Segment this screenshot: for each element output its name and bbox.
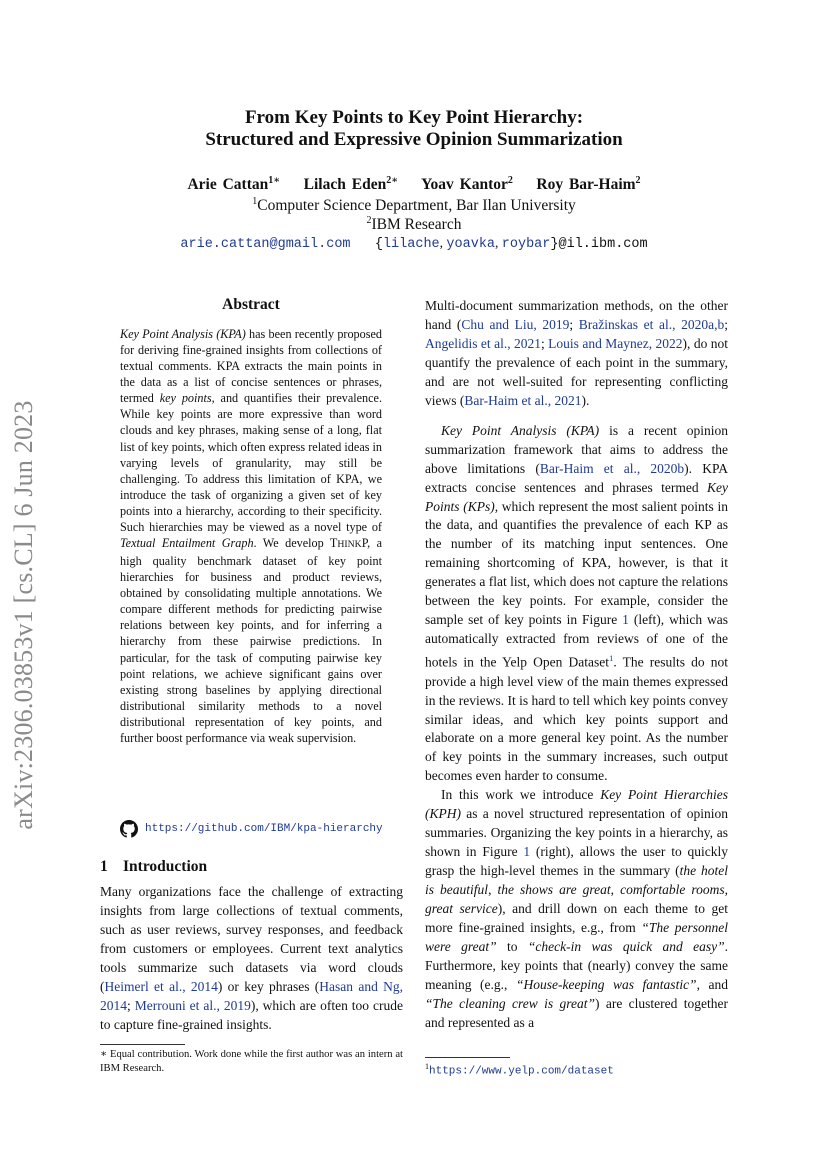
text-run: , and quantifies their prevalence. While key points are more expressive than word clouds and key phrases, making sense of a long, flat list of key points, which often express related ideas in varying levels of granularity, may still be challenging. To address this limitation of KPA, we introduce the task of organizing a given set of key points into a hierarchy, according to their specificity. Such hierarchies may be viewed as a novel type of bbox=[120, 391, 382, 534]
citation-link[interactable]: Merrouni et al., 2019 bbox=[134, 998, 251, 1013]
paper-title-line-1: From Key Points to Key Point Hierarchy: bbox=[244, 107, 584, 128]
introduction-text bbox=[100, 882, 403, 1034]
text-run: great service bbox=[425, 901, 498, 917]
author-emails: arie.cattan@gmail.com {lilache, yoavka, roybar}@il.ibm.com bbox=[180, 235, 648, 252]
affiliation-1: $^1$Computer Science Department, Bar Ilan University bbox=[252, 196, 576, 215]
text-run: , bbox=[724, 882, 729, 898]
text-run: Multi-document summarization methods, on the other hand ( bbox=[425, 298, 728, 332]
text-run: ; bbox=[541, 335, 549, 351]
text-run: “The cleaning crew is great” bbox=[425, 995, 595, 1011]
paper-title-line-2: Structured and Expressive Opinion Summarization bbox=[205, 129, 623, 150]
citation-link[interactable]: Angelidis et al., 2021 bbox=[425, 335, 541, 351]
text-run: ). bbox=[581, 392, 590, 408]
text-run: ), which are often too crude to capture fine-grained insights. bbox=[100, 998, 403, 1032]
text-run: , and bbox=[696, 976, 728, 992]
section-heading-introduction: 1 Introduction bbox=[100, 858, 208, 875]
text-run: Key Point Analysis (KPA) bbox=[120, 327, 246, 341]
text-run: HINK bbox=[337, 539, 362, 551]
abstract-heading: Abstract bbox=[222, 296, 280, 313]
text-run: has been recently proposed for deriving fine-grained insights from collections of textual comments. KPA extracts the main points in the data as a list of concise sentences or phrases, termed bbox=[120, 327, 382, 406]
text-run: ). KPA extracts concise sentences and phrases termed bbox=[425, 460, 728, 495]
text-run: “House-keeping was fantastic” bbox=[515, 976, 697, 992]
author: Lilach Eden$^{2∗}$ bbox=[303, 175, 399, 194]
text-run: Key Point Hierarchies (KPH) bbox=[425, 787, 728, 822]
text-run: ) are clustered together and represented as a bbox=[425, 995, 728, 1030]
text-run: , bbox=[488, 882, 498, 898]
text-run: P, a high quality benchmark dataset of key point hierarchies for business and product reviews, obtained by consolidating multiple annotations. We compare different methods for predicting pairwise relations between key points, and for inferring a hierarchy from these pairwise predictions. In particular, for the task of computing pairwise key point relations, we achieve significant gains over existing strong baselines by applying directional distributional similarity methods to a novel distributional representation of key points, and further boost performance via weak supervision. bbox=[120, 536, 382, 745]
text-run: ; bbox=[127, 998, 135, 1013]
author: Arie Cattan$^{1∗}$ bbox=[187, 175, 281, 194]
right-column bbox=[425, 297, 728, 1033]
text-run: (right), allows the user to quickly grasp the high-level themes in the summary ( bbox=[425, 844, 728, 879]
footnote-ref-link[interactable]: 1 bbox=[608, 653, 614, 664]
paragraph bbox=[425, 786, 728, 1032]
author-list bbox=[100, 175, 728, 194]
text-run: Key Point Analysis (KPA) bbox=[441, 422, 600, 438]
text-run: comfortable rooms bbox=[620, 882, 725, 898]
paragraph bbox=[425, 297, 728, 411]
citation-link[interactable]: Bražinskas et al., 2020a,b bbox=[578, 316, 725, 332]
repo-url[interactable]: https://github.com/IBM/kpa-hierarchy bbox=[145, 823, 383, 835]
paragraph bbox=[425, 422, 728, 787]
text-run: ) or key phrases ( bbox=[217, 979, 320, 994]
text-run: key points bbox=[159, 391, 212, 406]
affiliation-2: $^2$IBM Research bbox=[366, 215, 462, 234]
text-run: ), do not quantify the prevalence of each point in the summary, and are not well-suited for representing conflicting views ( bbox=[425, 335, 728, 408]
footnote-equal-contribution: ∗ Equal contribution. Work done while the first author was an intern at IBM Research. bbox=[100, 1049, 403, 1074]
citation-link[interactable]: Heimerl et al., 2014 bbox=[104, 979, 218, 994]
text-run: Key Points (KPs) bbox=[425, 479, 728, 514]
citation-link[interactable]: Louis and Maynez, 2022 bbox=[548, 335, 683, 351]
text-run: the hotel is beautiful bbox=[425, 863, 728, 898]
github-icon bbox=[120, 820, 138, 838]
citation-link[interactable]: Hasan and Ng, 2014 bbox=[100, 979, 404, 1013]
text-run: (left), which was automatically extracted from reviews of one of the hotels in the Yelp Open Dataset bbox=[425, 612, 728, 670]
text-run: . The results do not provide a high level view of the main themes expressed in the reviews. It is hard to tell which key points convey similar ideas, and which key points support and elaborate on a more general key point. As the number of key points in the summary increases, such output becomes even harder to consume. bbox=[425, 654, 728, 784]
text-run: “The personnel were great” bbox=[425, 920, 729, 954]
author: Roy Bar-Haim$^2$ bbox=[536, 175, 641, 194]
text-run: ; bbox=[569, 316, 579, 332]
email-link[interactable]: arie.cattan@gmail.com bbox=[180, 237, 351, 252]
footnote-url[interactable]: https://www.yelp.com/dataset bbox=[429, 1065, 614, 1078]
citation-link[interactable]: Bar-Haim et al., 2021 bbox=[464, 392, 582, 408]
email-link[interactable]: yoavka bbox=[446, 237, 496, 252]
author: Yoav Kantor$^2$ bbox=[421, 175, 513, 194]
repo-link[interactable] bbox=[120, 820, 410, 838]
text-run: , bbox=[610, 882, 621, 898]
text-run: the shows are great bbox=[497, 882, 611, 898]
email-link[interactable]: lilache bbox=[382, 237, 440, 252]
text-run: ; bbox=[724, 316, 728, 332]
footnote-yelp: $^1$https://www.yelp.com/dataset bbox=[425, 1062, 614, 1078]
text-run: as a novel structured representation of opinion summaries. Organizing the key points in a hierarchy, as shown in Figure bbox=[425, 806, 728, 860]
abstract-text bbox=[120, 326, 382, 746]
text-run: is a recent opinion summarization framework that aims to address the above limitations ( bbox=[425, 422, 728, 476]
text-run: Many organizations face the challenge of extracting insights from large collections of textual comments, such as user reviews, survey responses, and feedback from customers or employees. Current text analytics tools summarize such datasets via word clouds ( bbox=[100, 884, 403, 994]
citation-link[interactable]: Chu and Liu, 2019 bbox=[461, 316, 570, 332]
text-run: . We develop T bbox=[253, 536, 338, 551]
arxiv-stamp: arXiv:2306.03853v1 [cs.CL] 6 Jun 2023 bbox=[9, 400, 38, 830]
citation-link[interactable]: Bar-Haim et al., 2020b bbox=[539, 460, 685, 476]
citation-link[interactable]: 1 bbox=[622, 612, 629, 628]
footnote-divider bbox=[100, 1044, 185, 1045]
footnote-divider bbox=[425, 1057, 510, 1058]
email-link[interactable]: roybar bbox=[501, 237, 551, 252]
text-run: . Furthermore, key points that (nearly) convey the same meaning (e.g., bbox=[425, 938, 728, 992]
citation-link[interactable]: 1 bbox=[523, 844, 531, 860]
text-run: ), and drill down on each theme to get more fine-grained insights, e.g., from bbox=[425, 901, 728, 935]
text-run: , which represent the most salient points in the data, and quantifies the prevalence of each KP as the number of its matching input sentences. One remaining shortcoming of KPA, however, is that it generates a flat list, which does not capture the relations between the key points. For example, consider the sample set of key points in Figure bbox=[425, 498, 728, 628]
text-run: “check-in was quick and easy” bbox=[527, 938, 725, 954]
text-run: to bbox=[496, 938, 528, 954]
text-run: Textual Entailment Graph bbox=[120, 536, 254, 551]
text-run: In this work we introduce bbox=[441, 787, 601, 803]
